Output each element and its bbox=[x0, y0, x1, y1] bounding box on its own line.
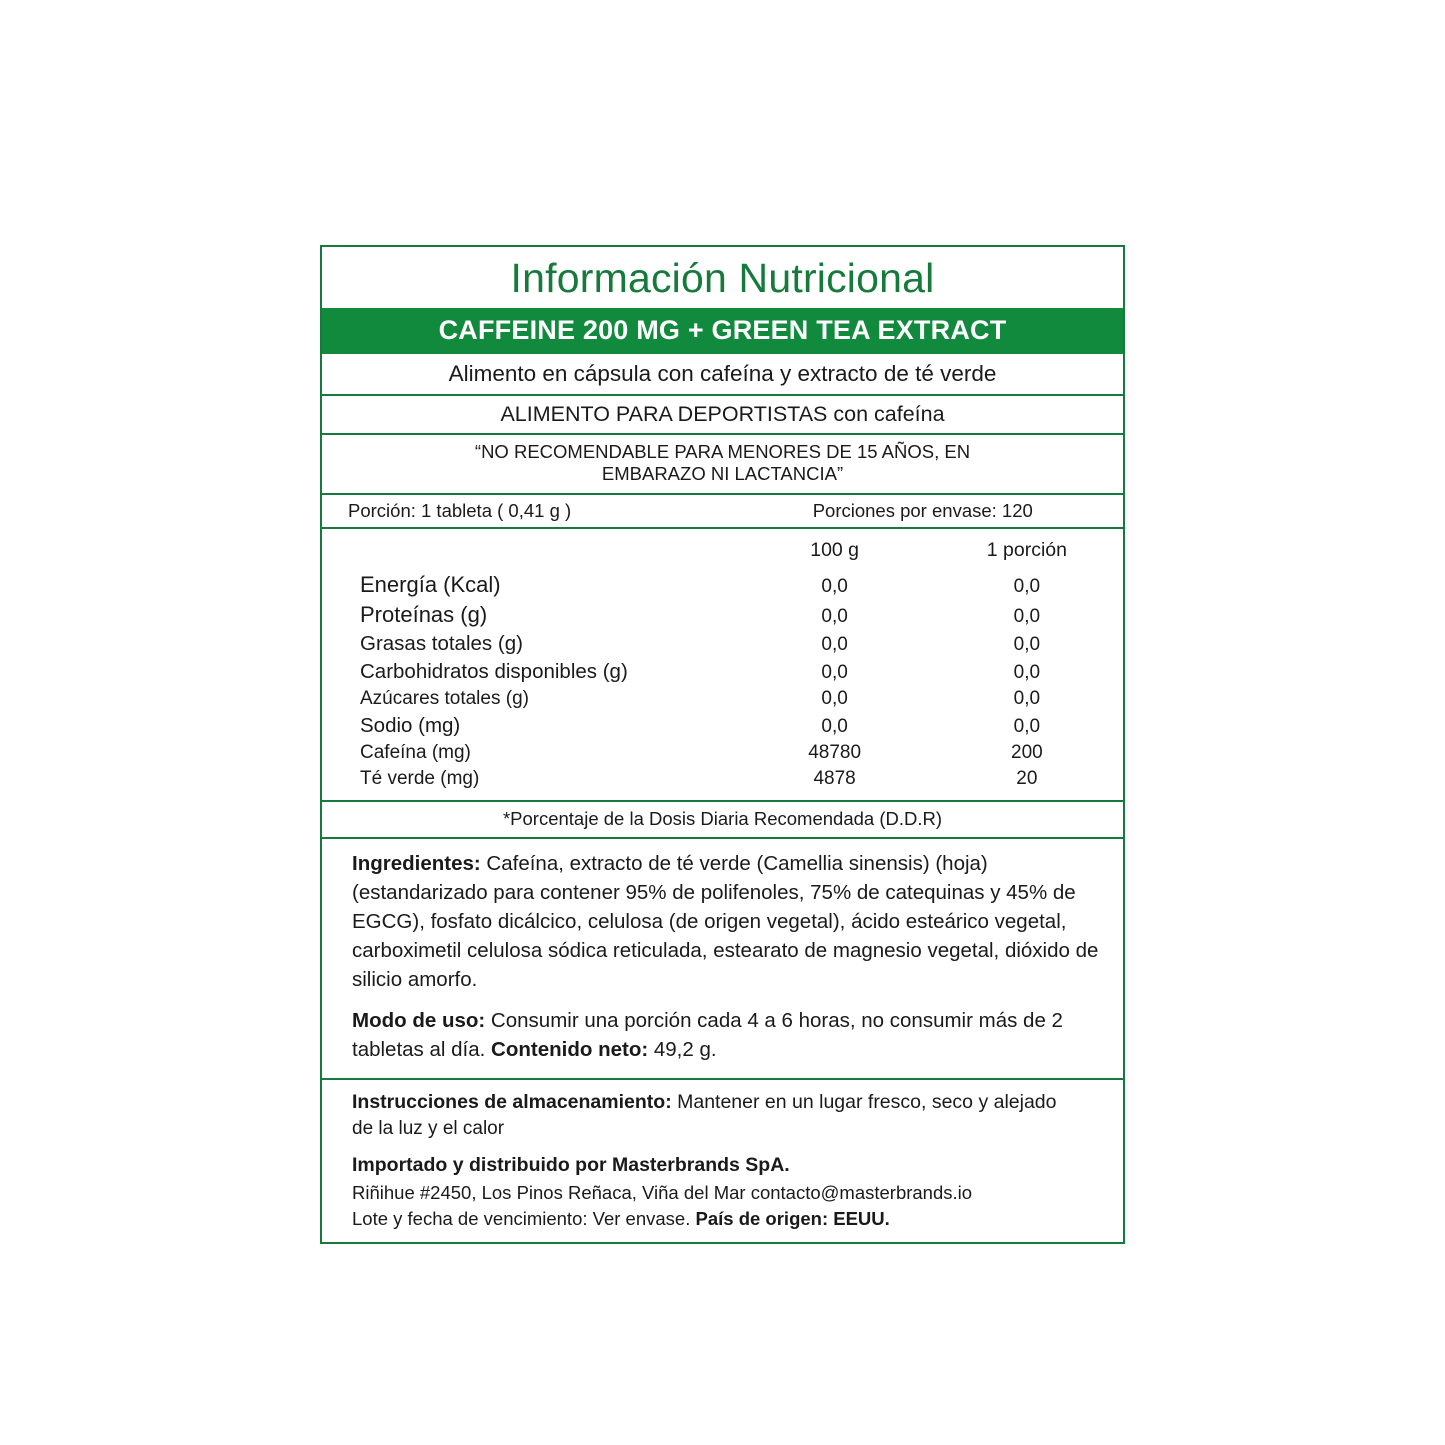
nutrient-value-portion: 0,0 bbox=[1013, 605, 1041, 627]
nutrient-value-100g: 0,0 bbox=[821, 575, 848, 597]
table-header-row bbox=[322, 529, 1123, 570]
storage-label: Instrucciones de almacenamiento: bbox=[352, 1091, 672, 1114]
sport-food-line bbox=[322, 396, 1123, 435]
page-title: Información Nutricional bbox=[510, 255, 935, 301]
nutrient-value-100g: 0,0 bbox=[821, 605, 848, 627]
ddr-note: *Porcentaje de la Dosis Diaria Recomendada (D.D.R) bbox=[322, 802, 1123, 839]
table-row bbox=[322, 658, 1123, 686]
storage-section bbox=[322, 1080, 1123, 1241]
lot-text: Lote y fecha de vencimiento: Ver envase. bbox=[352, 1207, 696, 1229]
sport-food-suffix: con cafeína bbox=[827, 402, 945, 427]
table-row bbox=[322, 686, 1123, 712]
nutrient-value-100g: 48780 bbox=[808, 741, 862, 763]
nutrient-value-100g: 0,0 bbox=[821, 687, 848, 709]
nutrient-name: Carbohidratos disponibles (g) bbox=[360, 659, 628, 683]
usage-paragraph bbox=[352, 1006, 1099, 1064]
header-blank bbox=[322, 529, 739, 570]
nutrition-table bbox=[322, 529, 1123, 792]
portions-per-package: Porciones por envase: 120 bbox=[812, 499, 1033, 521]
product-subtitle: Alimento en cápsula con cafeína y extracto de té verde bbox=[322, 354, 1123, 396]
address-line: Riñihue #2450, Los Pinos Reñaca, Viña del Mar contacto@masterbrands.io bbox=[352, 1181, 973, 1203]
usage-text: Consumir una porción cada 4 a 6 horas, no consumir más de 2 tabletas al día. bbox=[352, 1009, 1063, 1062]
ingredients-label: Ingredientes: bbox=[352, 851, 481, 875]
table-row bbox=[322, 570, 1123, 600]
ingredients-text: Cafeína, extracto de té verde (Camellia sinensis) (hoja) (estandarizado para contener 95% de polifenoles, 75% de catequinas y 45% de EGCG), fosfato dicálcico, celulosa (de origen vegetal), ácido esteárico vegetal, carboximetil celulosa sódica reticulada, estearato de magnesio vegetal, dióxido de silicio amorfo. bbox=[352, 851, 1099, 992]
lot-line bbox=[352, 1207, 1099, 1232]
table-row bbox=[322, 600, 1123, 630]
warning-text bbox=[322, 435, 1123, 495]
importer-text: Importado y distribuido por Masterbrands SpA. bbox=[352, 1154, 790, 1177]
portion-size: Porción: 1 tableta ( 0,41 g ) bbox=[348, 499, 572, 521]
storage-text: Mantener en un lugar fresco, seco y alejado bbox=[671, 1091, 1057, 1114]
portion-row bbox=[322, 495, 1123, 529]
storage-line bbox=[352, 1089, 1099, 1115]
storage-text-2: de la luz y el calor bbox=[352, 1117, 505, 1139]
nutrient-name: Energía (Kcal) bbox=[360, 571, 501, 597]
nutrient-name: Azúcares totales (g) bbox=[360, 687, 529, 709]
header-100g: 100 g bbox=[810, 538, 860, 561]
usage-label: Modo de uso: bbox=[352, 1009, 486, 1033]
nutrient-name: Sodio (mg) bbox=[360, 713, 461, 737]
nutrient-name: Cafeína (mg) bbox=[360, 741, 471, 763]
nutrient-value-portion: 0,0 bbox=[1013, 633, 1041, 655]
ingredients-section bbox=[322, 839, 1123, 1081]
table-row bbox=[322, 712, 1123, 740]
nutrient-name: Proteínas (g) bbox=[360, 601, 488, 627]
nutrient-value-100g: 0,0 bbox=[821, 661, 848, 683]
importer-line bbox=[352, 1152, 1099, 1178]
ingredients-paragraph bbox=[352, 849, 1099, 995]
product-name-bar: CAFFEINE 200 MG + GREEN TEA EXTRACT bbox=[322, 308, 1123, 354]
nutrient-value-portion: 0,0 bbox=[1013, 661, 1041, 683]
nutrient-value-portion: 0,0 bbox=[1013, 687, 1041, 709]
nutrition-facts-panel bbox=[320, 245, 1125, 1244]
net-content-value: 49,2 g. bbox=[648, 1038, 717, 1062]
nutrient-name: Grasas totales (g) bbox=[360, 631, 523, 655]
nutrient-value-portion: 20 bbox=[1016, 767, 1038, 789]
warning-line-1: “NO RECOMENDABLE PARA MENORES DE 15 AÑOS, EN bbox=[474, 441, 971, 463]
nutrient-value-portion: 0,0 bbox=[1013, 715, 1041, 737]
header-portion: 1 porción bbox=[986, 538, 1067, 561]
nutrient-value-portion: 0,0 bbox=[1013, 575, 1041, 597]
table-row bbox=[322, 740, 1123, 766]
nutrition-table-wrap bbox=[322, 529, 1123, 802]
nutrient-value-100g: 0,0 bbox=[821, 633, 848, 655]
nutrient-value-portion: 200 bbox=[1011, 741, 1043, 763]
warning-line-2: EMBARAZO NI LACTANCIA” bbox=[601, 462, 844, 484]
table-row bbox=[322, 766, 1123, 792]
nutrient-value-100g: 4878 bbox=[813, 767, 856, 789]
nutrient-name: Té verde (mg) bbox=[360, 767, 480, 789]
table-row bbox=[322, 630, 1123, 658]
net-content-label: Contenido neto: bbox=[491, 1038, 649, 1062]
nutrient-value-100g: 0,0 bbox=[821, 715, 848, 737]
origin-label: País de origen: EEUU. bbox=[695, 1207, 890, 1229]
sport-food-prefix: ALIMENTO PARA DEPORTISTAS bbox=[500, 402, 828, 427]
